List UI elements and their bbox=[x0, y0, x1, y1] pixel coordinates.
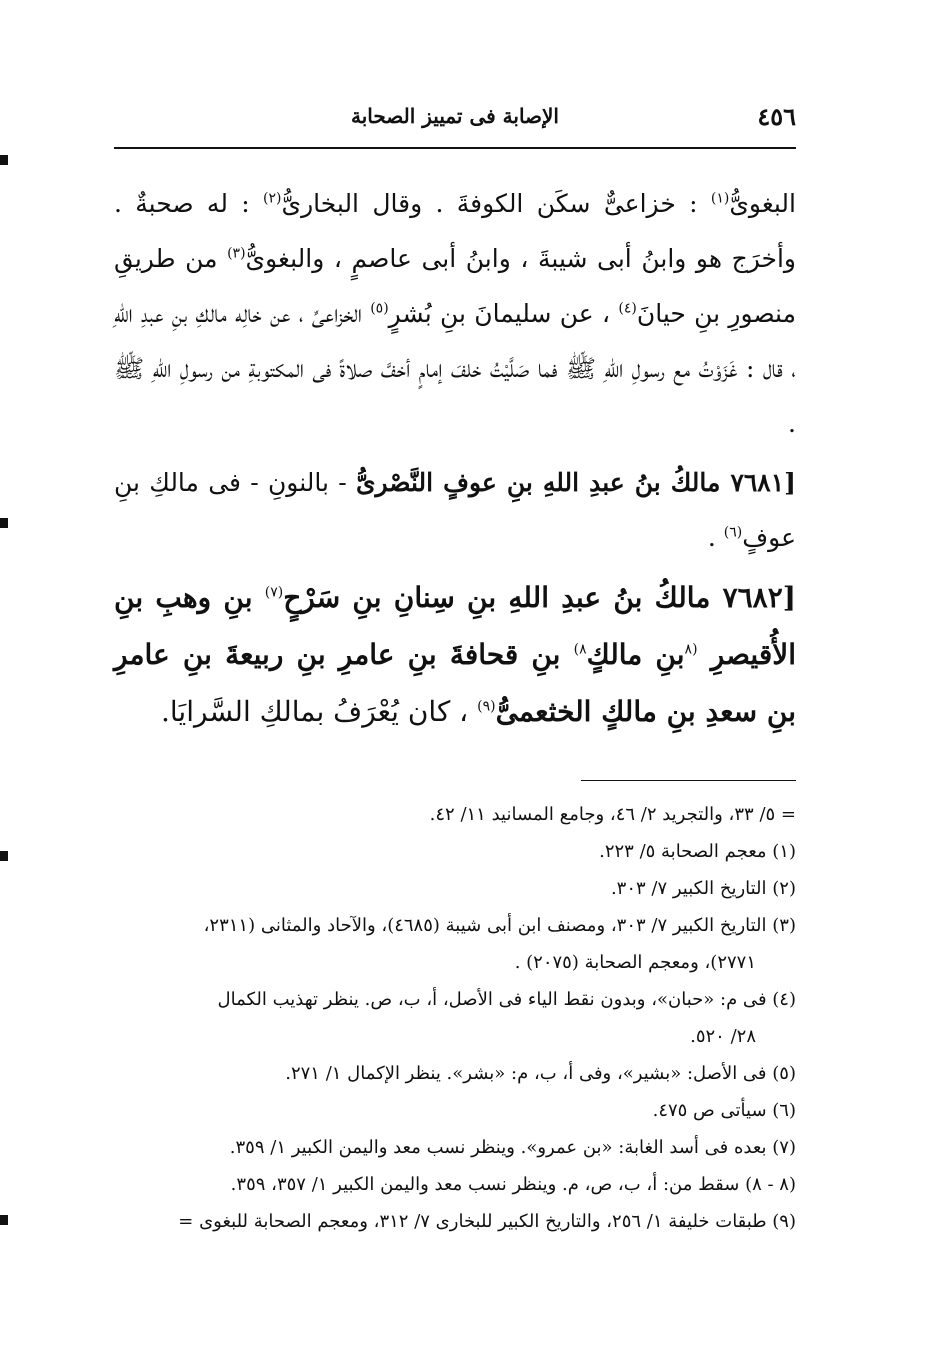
footnote: (٩) طبقات خليفة ١/ ٢٥٦، والتاريخ الكبير للبخارى ٧/ ٣١٢، ومعجم الصحابة للبغوى = bbox=[178, 1211, 796, 1232]
footnote-ref: (٤) bbox=[618, 300, 637, 317]
entry-7681: [٧٦٨١ مالكُ بنُ عبدِ اللهِ بنِ عوفٍ النَّصْرىُّ - بالنونِ - فى مالكِ بنِ عوفٍ$^{(٦)}$ . bbox=[114, 468, 796, 552]
footnote-ref: (٦) bbox=[723, 524, 743, 541]
footnote: (٧) بعده فى أسد الغابة: «بن عمرو». وينظر نسب معد واليمن الكبير ١/ ٣٥٩. bbox=[229, 1137, 796, 1158]
main-text bbox=[114, 176, 796, 740]
running-title: الإصابة فى تمييز الصحابة bbox=[351, 104, 559, 128]
footnote: (٦) سيأتى ص ٤٧٥. bbox=[652, 1100, 796, 1121]
paragraph-1: البغوىُّ$^{(١)}$ : خزاعىٌّ سكَن الكوفةَ . وقال البخارىُّ$^{(٢)}$ : له صحبةٌ . وأخرَج هو وابنُ أبى شيبةَ ، وابنُ أبى عاصمٍ ، والبغوىُّ$^{(٣)}$ من طريقِ منصورِ بنِ حيانَ$^{(٤)}$ ، عن سليمانَ بنِ بُشرٍ$^{(٥)}$ الخزاعىِّ ، عن خالِه مالكِ بنِ عبدِ اللهِ ، قال : غَزَوْتُ مع رسولِ اللهِ ﷺ فما صَلَّيْتُ خلفَ إمامٍ أخفَّ صلاةً فى المكتوبةِ من رسولِ اللهِ ﷺ . bbox=[114, 189, 796, 438]
scan-edge-mark bbox=[0, 1215, 8, 1225]
footnote: (٥) فى الأصل: «بشير»، وفى أ، ب، م: «بشر». ينظر الإكمال ١/ ٢٧١. bbox=[285, 1063, 796, 1084]
scan-edge-mark bbox=[0, 518, 8, 528]
footnote-ref: ٨) bbox=[573, 641, 587, 658]
page-header bbox=[114, 100, 796, 132]
footnote: (٨ - ٨) سقط من: أ، ب، ص، م. وينظر نسب معد واليمن الكبير ١/ ٣٥٧، ٣٥٩. bbox=[230, 1174, 796, 1195]
footnote-ref: (٢) bbox=[263, 190, 282, 207]
footnote-continuation: ٢٧٧١)، ومعجم الصحابة (٢٠٧٥) . bbox=[514, 952, 756, 973]
footnotes bbox=[114, 796, 796, 1240]
header-rule bbox=[114, 147, 796, 149]
footnote: (١) معجم الصحابة ٥/ ٢٢٣. bbox=[599, 841, 796, 862]
footnote: (٤) فى م: «حبان»، وبدون نقط الياء فى الأصل، أ، ب، ص. ينظر تهذيب الكمال bbox=[217, 989, 796, 1010]
footnote: (٢) التاريخ الكبير ٧/ ٣٠٣. bbox=[610, 878, 796, 899]
entry-name: مالكُ بنُ عبدِ اللهِ بنِ عوفٍ النَّصْرىُّ bbox=[355, 468, 731, 497]
footnote-ref: (٣) bbox=[227, 245, 246, 262]
footnote: (٣) التاريخ الكبير ٧/ ٣٠٣، ومصنف ابن أبى شيبة (٤٦٨٥)، والآحاد والمثانى (٢٣١١، bbox=[203, 915, 796, 936]
footnote-ref: (١) bbox=[710, 190, 730, 207]
footnote-ref: (٩) bbox=[477, 698, 496, 715]
footnote-continuation: ٢٨/ ٥٢٠. bbox=[690, 1026, 756, 1047]
scan-edge-mark bbox=[0, 851, 8, 861]
footnote: = ٥/ ٣٣، والتجريد ٢/ ٤٦، وجامع المسانيد ١١/ ٤٢. bbox=[429, 804, 796, 825]
entry-number: [٧٦٨٢ bbox=[722, 581, 796, 614]
entry-number: [٧٦٨١ bbox=[730, 468, 796, 497]
footnote-ref: (٧) bbox=[264, 584, 284, 601]
footnote-ref: (٨ bbox=[684, 641, 698, 658]
scan-edge-mark bbox=[0, 155, 8, 165]
page-number: ٤٥٦ bbox=[757, 102, 796, 131]
entry-name: مالكُ بنُ عبدِ اللهِ بنِ سِنانِ بنِ سَرْحٍ bbox=[283, 581, 723, 614]
footnote-separator bbox=[581, 780, 796, 781]
entry-7682: [٧٦٨٢ مالكُ بنُ عبدِ اللهِ بنِ سِنانِ بنِ سَرْحٍ$^{(٧)}$ بنِ وهبِ بنِ الأُقيصرِ $^{(٨}$بنِ مالكٍ$^{٨)}$ بنِ قحافةَ بنِ عامرِ بنِ ربيعةَ بنِ عامرِ بنِ سعدِ بنِ مالكٍ الخثعمىُّ$^{(٩)}$ ، كان يُعْرَفُ بمالكِ السَّرايَا. bbox=[114, 581, 797, 728]
footnote-ref: (٥) bbox=[370, 300, 389, 317]
